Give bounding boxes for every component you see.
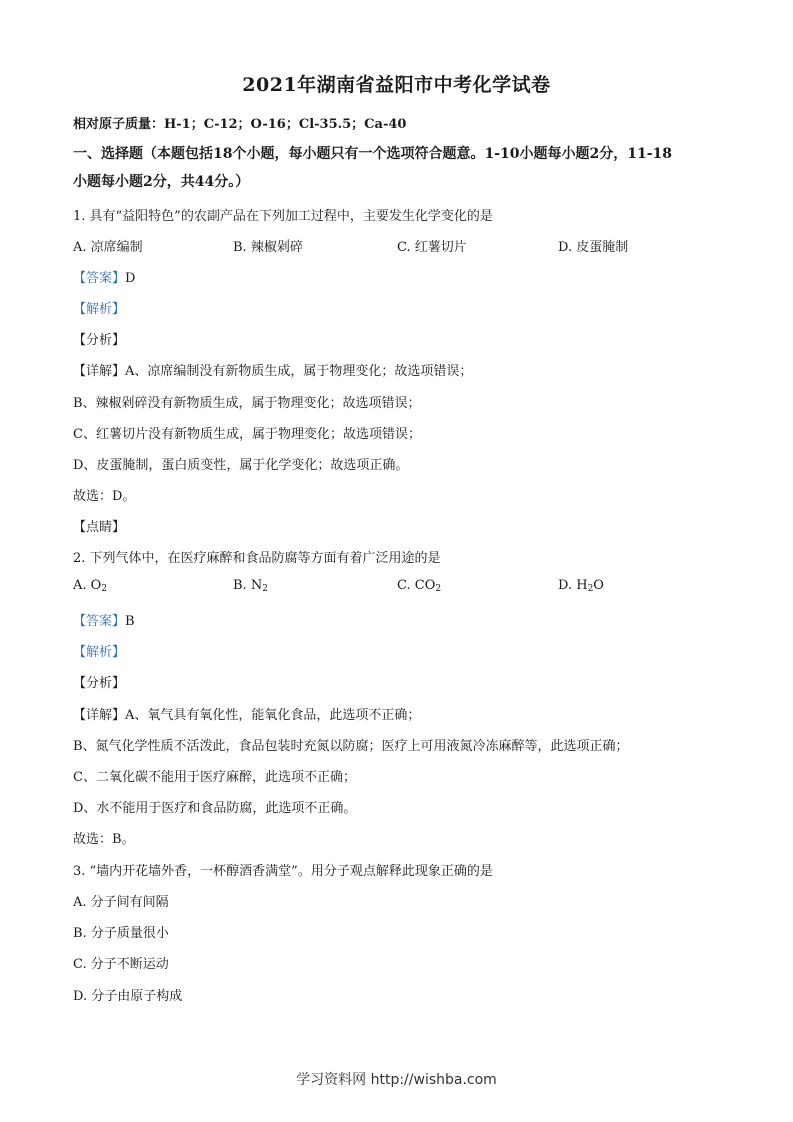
q2-detail-label: 【详解】	[73, 708, 126, 723]
q1-option-a: A. 凉席编制	[73, 240, 143, 255]
q1-stem: 1. 具有“益阳特色”的农副产品在下列加工过程中，主要发生化学变化的是	[73, 209, 493, 224]
q1-detail-line-c: C、红薯切片没有新物质生成，属于物理变化；故选项错误；	[73, 427, 421, 442]
q2-detail-line-c: C、二氧化碳不能用于医疗麻醉，此选项不正确；	[73, 770, 356, 785]
q1-answer-value: D	[125, 271, 136, 286]
q1-detail-label: 【详解】	[73, 364, 126, 379]
q2-conclusion: 故选：B。	[73, 832, 135, 847]
q3-stem: 3. “墙内开花墙外香，一杯醇酒香满堂”。用分子观点解释此现象正确的是	[73, 864, 493, 879]
q1-answer-label: 【答案】	[73, 271, 126, 286]
q1-answer	[73, 267, 135, 286]
q3-option-b: B. 分子质量很小	[73, 926, 169, 941]
q2-answer-label: 【答案】	[73, 614, 126, 629]
q3-option-c: C. 分子不断运动	[73, 957, 169, 972]
q2-answer-value: B	[125, 614, 135, 629]
q2-detail-line-a: 【详解】A、氧气具有氧化性，能氧化食品，此选项不正确；	[73, 708, 421, 723]
q1-option-c: C. 红薯切片	[397, 240, 467, 255]
q2-option-c: C. $CO_2$	[397, 578, 442, 594]
q2-detail-line-d: D、水不能用于医疗和食品防腐，此选项不正确。	[73, 801, 357, 816]
q1-option-d: D. 皮蛋腌制	[558, 240, 629, 255]
q3-option-d: D. 分子由原子构成	[73, 989, 183, 1004]
q2-answer	[73, 610, 135, 629]
q2-option-b: B. $N_2$	[233, 578, 268, 594]
q2-option-a: A. $O_2$	[73, 578, 108, 594]
section-heading-line2: 小题每小题2分，共44分。）	[73, 174, 250, 190]
page-footer-watermark: 学习资料网 http://wishba.com	[296, 1072, 497, 1088]
q1-detail-line-d: D、皮蛋腌制，蛋白质变性，属于化学变化；故选项正确。	[73, 458, 409, 473]
q3-option-a: A. 分子间有间隔	[73, 895, 169, 910]
q2-option-d: D. $H_2O$	[558, 578, 604, 594]
q1-conclusion: 故选：D。	[73, 489, 136, 504]
q1-analysis-label: 【解析】	[73, 302, 126, 317]
q2-stem: 2. 下列气体中，在医疗麻醉和食品防腐等方面有着广泛用途的是	[73, 551, 441, 566]
q1-detail-line-a: 【详解】A、凉席编制没有新物质生成，属于物理变化；故选项错误；	[73, 364, 473, 379]
q2-detail-line-b: B、氮气化学性质不活泼此，食品包装时充氮以防腐；医疗上可用液氮冷冻麻醉等，此选项正确；	[73, 739, 629, 754]
atomic-mass-line: 相对原子质量：H-1；C-12；O-16；Cl-35.5；Ca-40	[73, 117, 407, 132]
page-title: 2021年湖南省益阳市中考化学试卷	[242, 74, 551, 96]
q2-analysis-label: 【解析】	[73, 645, 126, 660]
q2-fenxi: 【分析】	[73, 676, 126, 691]
q1-option-b: B. 辣椒剁碎	[233, 240, 303, 255]
q1-dianjing: 【点睛】	[73, 520, 126, 535]
q1-fenxi: 【分析】	[73, 333, 126, 348]
section-heading-line1: 一、选择题（本题包括18个小题，每小题只有一个选项符合题意。1-10小题每小题2分，11-18	[73, 146, 673, 162]
q1-detail-line-b: B、辣椒剁碎没有新物质生成，属于物理变化；故选项错误；	[73, 396, 421, 411]
